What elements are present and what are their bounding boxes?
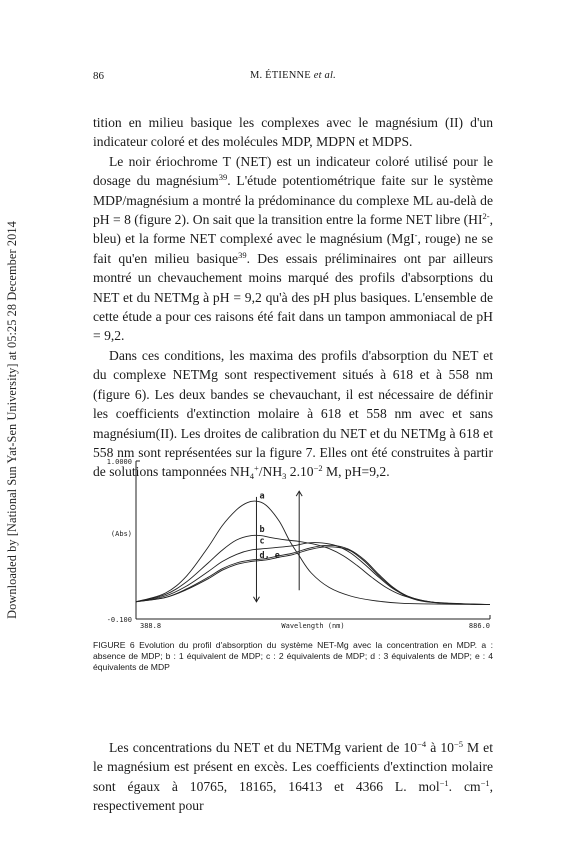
page-number: 86 bbox=[93, 70, 104, 82]
download-note-sidebar bbox=[1, 160, 27, 680]
curve-label-2: c bbox=[259, 536, 265, 547]
arrow-down-head bbox=[253, 597, 259, 602]
curve-label-3: d, e bbox=[259, 550, 280, 561]
x-tick-label-left: 388.8 bbox=[140, 622, 162, 630]
curve-a bbox=[136, 501, 490, 605]
y-axis-label: (Abs) bbox=[110, 530, 132, 538]
x-tick-label-right: 886.0 bbox=[468, 622, 490, 630]
curve-e bbox=[136, 547, 490, 605]
x-axis-label: Wavelength (nm) bbox=[281, 622, 345, 630]
running-header-suffix: et al. bbox=[313, 70, 336, 81]
curve-label-1: b bbox=[259, 525, 265, 536]
running-header-author: M. ÉTIENNE bbox=[250, 70, 311, 81]
curve-c bbox=[136, 543, 490, 605]
body-text-bottom bbox=[93, 738, 493, 816]
chart-curves bbox=[136, 501, 490, 605]
download-note: Downloaded by [National Sun Yat-Sen University] at 05:25 28 December 2014 bbox=[5, 221, 19, 619]
y-tick-label-bottom: -0.100 bbox=[106, 616, 132, 624]
paragraph-4: Les concentrations du NET et du NETMg varient de $10^{-4}$ à $10^{-5}$ M et le magnésium est présent en excès. Les coefficients d'extinction molaire sont égaux à 10765, 18165, 16413 et 4366 L. mol$^{-1}$. $cm^{-1}$, respectivement pour bbox=[93, 739, 494, 814]
chart-annotations bbox=[253, 491, 302, 602]
curve-label-0: a bbox=[259, 491, 265, 502]
paragraph-2: Le noir ériochrome T (NET) est un indicateur coloré utilisé pour le dosage du magnésium$^{39}$. L'étude potentiométrique faite sur le système MDP/magnésium a montré la prédominance du complexe ML au-delà de pH = 8 (figure 2). On sait que la transition entre la forme NET libre ($HI^{2-}$, bleu) et la forme NET complexé avec le magnésium (MgI-, rouge) ne se fait qu'en milieu basique$^{39}$. Des essais préliminaires ont par ailleurs montré un chevauchement moins marqué des profils d'absorptions du NET et du NETMg à pH = 9,2 qu'à des pH plus basiques. L'ensemble de cette étude a pour ces raisons été fait dans un tampon ammoniacal de pH = 9,2. bbox=[93, 153, 494, 344]
body-text-top bbox=[93, 113, 493, 482]
figure-caption bbox=[93, 640, 493, 673]
arrow-up-head bbox=[296, 491, 302, 496]
y-tick-label-top: 1.0000 bbox=[106, 458, 132, 466]
paragraph-3: Dans ces conditions, les maxima des profils d'absorption du NET et du complexe NETMg sont respectivement situés à 618 et à 558 nm (figure 6). Les deux bandes se chevauchant, il est nécessaire de définir les coefficients d'extinction molaire à 618 et 558 nm avec et sans magnésium(II). Les droites de calibration du NET et du NETMg à 618 et 558 nm sont représentées sur la figure 7. Elles ont été construites à partir de solutions tamponnées $NH_4^+/NH_3$ $2.10^{-2}$ M, pH=9,2. bbox=[93, 347, 493, 482]
paragraph-1: tition en milieu basique les complexes avec le magnésium (II) d'un indicateur coloré et des molécules MDP, MDPN et MDPS. bbox=[93, 115, 493, 150]
figure-label: FIGURE 6 bbox=[93, 640, 135, 650]
curve-d bbox=[136, 545, 490, 604]
curve-b bbox=[136, 535, 490, 604]
chart-axes bbox=[107, 458, 490, 630]
running-header bbox=[250, 70, 336, 81]
figure-caption-text: Evolution du profil d'absorption du système NET-Mg avec la concentration en MDP. a : absence de MDP; b : 1 équivalent de MDP; c : 2 équivalents de MDP; d : 3 équivalents de MDP; e : 4 équivalents de MDP bbox=[93, 640, 493, 672]
